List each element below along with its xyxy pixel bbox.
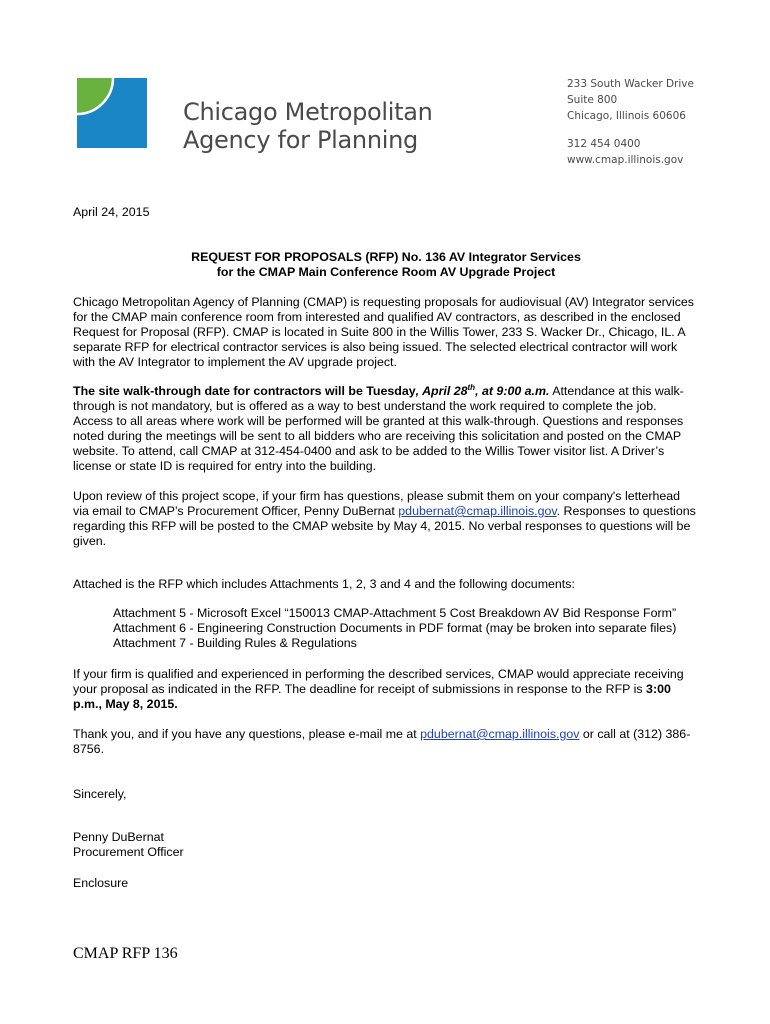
letter-date: April 24, 2015 (73, 205, 150, 219)
title-line1: REQUEST FOR PROPOSALS (RFP) No. 136 AV Integrator Services (191, 250, 581, 264)
cmap-logo (77, 78, 147, 148)
date-superscript: th (467, 382, 476, 392)
signature-block (73, 830, 184, 860)
page-footer: CMAP RFP 136 (73, 945, 178, 962)
website: www.cmap.illinois.gov (567, 154, 684, 166)
questions-text-before: Upon review of this project scope, if your firm has questions, please submit them on your company's letterhead via email to CMAP’s Procurement Officer, Penny DuBernat (73, 489, 681, 518)
org-name (183, 98, 433, 154)
closing: Sincerely, (73, 787, 127, 801)
org-name-line1: Chicago Metropolitan (183, 98, 433, 126)
org-name-line2: Agency for Planning (183, 126, 418, 154)
paragraph-deadline (73, 667, 699, 712)
title-line2: for the CMAP Main Conference Room AV Upgrade Project (216, 265, 556, 279)
walkthrough-lead: The site walk-through date for contractors will be Tuesday (73, 384, 416, 398)
paragraph-attachments: Attached is the RFP which includes Attachments 1, 2, 3 and 4 and the following documents: (73, 577, 575, 591)
paragraph-intro: Chicago Metropolitan Agency of Planning (CMAP) is requesting proposals for audiovisual (AV) Integrator services for the CMAP main conference room from interested and qualified AV contractors, as described in the enclosed Request for Proposal (RFP). CMAP is located in Suite 800 in the Willis Tower, 233 S. Wacker Dr., Chicago, IL. A separate RFP for electrical contractor services is also being issued. The selected electrical contractor will work with the AV Integrator to implement the AV upgrade project. (73, 295, 694, 369)
paragraph-questions (73, 489, 699, 549)
enclosure-note: Enclosure (73, 876, 129, 890)
letterhead-address (567, 76, 694, 168)
contact-text-before: Thank you, and if you have any questions, please e-mail me at (73, 727, 421, 741)
contact-text-after: or call at (312) 386-8756. (73, 727, 691, 756)
email-link[interactable]: pdubernat@cmap.illinois.gov (398, 504, 557, 518)
address-line1: 233 South Wacker Drive (567, 78, 694, 90)
attachment-item-7: Attachment 7 - Building Rules & Regulations (113, 636, 357, 650)
address-line2: Suite 800 (567, 94, 618, 106)
contact-email-link[interactable]: pdubernat@cmap.illinois.gov (420, 727, 580, 741)
deadline-value: 3:00 p.m., May 8, 2015. (73, 682, 671, 711)
paragraph-walkthrough (73, 384, 699, 474)
letter-title (73, 250, 699, 280)
address-line3: Chicago, Illinois 60606 (567, 110, 686, 122)
deadline-text: If your firm is qualified and experienced in performing the described services, CMAP would appreciate receiving your proposal as indicated in the RFP. The deadline for receipt of submissions in response to the RFP is (73, 667, 684, 696)
walkthrough-time: , at 9:00 a.m. (475, 384, 550, 398)
walkthrough-date: , April 28 (415, 384, 468, 398)
walkthrough-details: Attendance at this walk-through is not mandatory, but is offered as a way to best understand the work required to complete the job. Access to all areas where work will be performed will be granted at this walk-through. Questions and responses noted during the meetings will be sent to all bidders who are receiving this solicitation and posted on the CMAP website. To attend, call CMAP at 312-454-0400 and ask to be added to the Willis Tower visitor list. A Driver’s license or state ID is required for entry into the building. (73, 384, 684, 473)
signer-name: Penny DuBernat (73, 830, 164, 844)
attachment-item-6: Attachment 6 - Engineering Construction Documents in PDF format (may be broken into separate files) (113, 621, 677, 635)
attachment-list (113, 606, 676, 651)
questions-text-after: . Responses to questions regarding this RFP will be posted to the CMAP website by May 4, 2015. No verbal responses to questions will be given. (73, 504, 696, 548)
signer-title: Procurement Officer (73, 845, 184, 859)
phone-number: 312 454 0400 (567, 138, 641, 150)
paragraph-contact (73, 727, 699, 757)
attachment-item-5: Attachment 5 - Microsoft Excel “150013 CMAP-Attachment 5 Cost Breakdown AV Bid Response Form” (113, 606, 677, 620)
